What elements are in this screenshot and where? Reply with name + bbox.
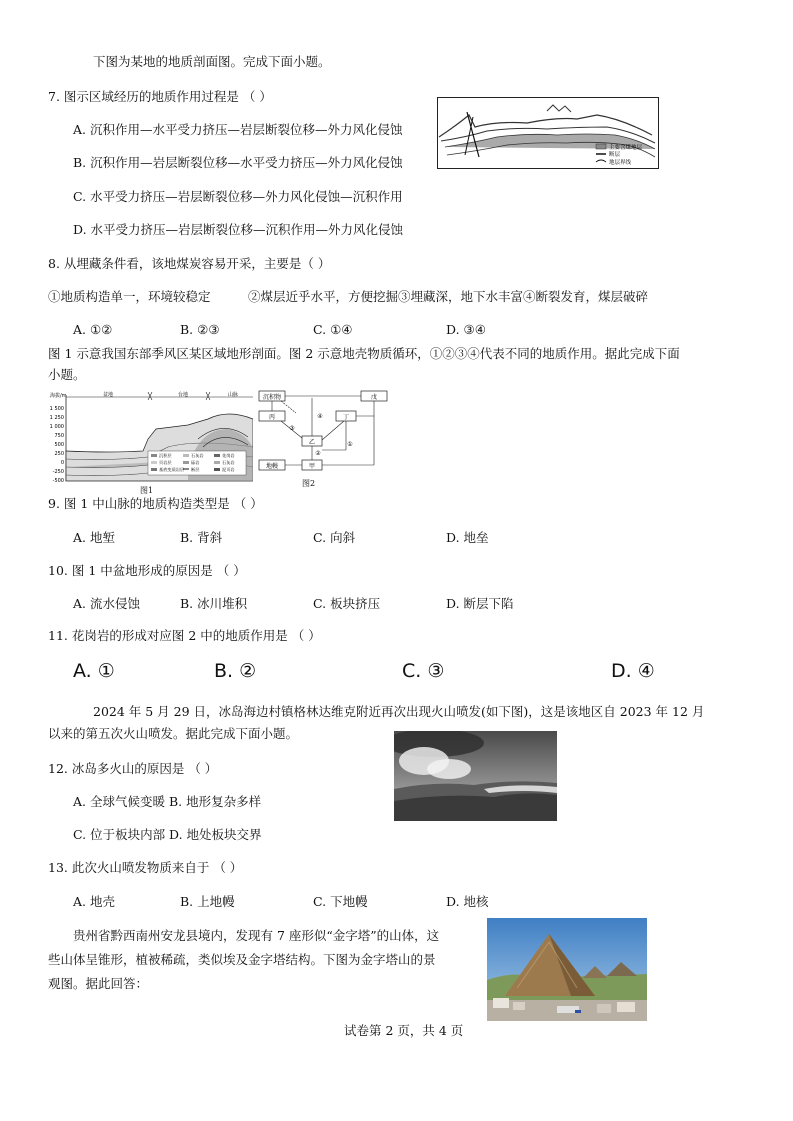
svg-text:④: ④ <box>317 413 323 420</box>
svg-text:③: ③ <box>289 425 295 432</box>
question-8-stem: 8. 从埋藏条件看，该地煤炭容易开采，主要是（ ） <box>48 256 331 271</box>
legend-fault: 断层 <box>609 152 621 158</box>
intro-text-4c: 观图。据此回答： <box>48 976 149 991</box>
q13-option-d[interactable]: D. 地核 <box>446 894 489 909</box>
fig1-axis-title: 海拔/m <box>50 393 67 399</box>
svg-text:①: ① <box>347 441 353 448</box>
q12-options-ab[interactable]: A. 全球气候变暖 B. 地形复杂多样 <box>73 794 262 809</box>
intro-text-4b: 些山体呈锥形，植被稀疏，类似埃及金字塔结构。下图为金字塔山的景 <box>48 952 436 967</box>
svg-text:基底变质岩层: 基底变质岩层 <box>159 467 185 472</box>
svg-text:花岗岩: 花岗岩 <box>222 453 235 458</box>
svg-text:甲: 甲 <box>308 463 316 470</box>
q8-option-a[interactable]: A. ①② <box>73 322 113 337</box>
q9-option-c[interactable]: C. 向斜 <box>313 530 356 545</box>
fig1-region-basin: 盆地 <box>103 392 114 398</box>
intro-text-3: 2024 年 5 月 29 日，冰岛海边村镇格林达维克附近再次出现火山喷发(如下图)，这是该地区自 2023 年 12 月 <box>93 704 705 719</box>
svg-text:泥页岩: 泥页岩 <box>222 467 235 472</box>
figure-1-terrain-profile <box>48 389 253 489</box>
geologic-section-figure <box>437 97 659 169</box>
svg-text:-250: -250 <box>52 469 64 475</box>
question-11-stem: 11. 花岗岩的形成对应图 2 中的地质作用是 （ ） <box>48 628 321 643</box>
q9-option-d[interactable]: D. 地垒 <box>446 530 489 545</box>
q10-option-b[interactable]: B. 冰川堆积 <box>180 596 248 611</box>
question-13-stem: 13. 此次火山喷发物质来自于 （ ） <box>48 860 243 875</box>
q7-option-d[interactable]: D. 水平受力挤压—岩层断裂位移—沉积作用—外力风化侵蚀 <box>73 222 404 237</box>
volcano-eruption-photo <box>394 731 557 821</box>
svg-text:沉积层: 沉积层 <box>159 453 172 458</box>
svg-text:250: 250 <box>54 451 64 457</box>
svg-text:-500: -500 <box>52 478 64 484</box>
svg-text:断层: 断层 <box>191 467 200 472</box>
q9-option-a[interactable]: A. 地堑 <box>73 530 115 545</box>
fig1-region-platform: 台地 <box>178 392 189 398</box>
q11-option-c[interactable]: C. ③ <box>402 660 445 682</box>
q8-option-d[interactable]: D. ③④ <box>446 322 486 337</box>
svg-text:②: ② <box>315 450 321 457</box>
q10-option-d[interactable]: D. 断层下陷 <box>446 596 514 611</box>
legend-coal: 主要含煤地层 <box>609 145 643 151</box>
legend-boundary: 地层界线 <box>609 160 632 166</box>
figure-2-caption: 图2 <box>302 479 316 488</box>
q8-statements: ①地质构造单一，环境较稳定 ②煤层近乎水平，方便挖掘③埋藏深，地下水丰富④断裂发育，煤层破碎 <box>48 289 649 304</box>
question-10-stem: 10. 图 1 中盆地形成的原因是 （ ） <box>48 563 246 578</box>
svg-text:500: 500 <box>54 442 64 448</box>
svg-text:1 000: 1 000 <box>49 424 64 430</box>
intro-text-3b: 以来的第五次火山喷发。据此完成下面小题。 <box>48 726 299 741</box>
q7-option-c[interactable]: C. 水平受力挤压—岩层断裂位移—外力风化侵蚀—沉积作用 <box>73 189 403 204</box>
pyramid-mountain-photo <box>487 918 647 1021</box>
question-12-stem: 12. 冰岛多火山的原因是 （ ） <box>48 761 218 776</box>
intro-text-2: 图 1 示意我国东部季风区某区域地形剖面。图 2 示意地壳物质循环，①②③④代表不同的地质作用。据此完成下面 <box>48 346 680 361</box>
svg-text:地幔: 地幔 <box>265 463 279 470</box>
svg-text:戊: 戊 <box>370 394 378 401</box>
q11-option-a[interactable]: A. ① <box>73 660 115 682</box>
svg-text:乙: 乙 <box>308 439 316 446</box>
question-9-stem: 9. 图 1 中山脉的地质构造类型是 （ ） <box>48 496 263 511</box>
q13-option-a[interactable]: A. 地壳 <box>73 894 115 909</box>
q10-option-c[interactable]: C. 板块挤压 <box>313 596 381 611</box>
fig1-region-mountain: 山脉 <box>228 392 239 398</box>
svg-text:丁: 丁 <box>342 414 350 421</box>
q13-option-c[interactable]: C. 下地幔 <box>313 894 368 909</box>
question-7-stem: 7. 图示区域经历的地质作用过程是 （ ） <box>48 89 272 104</box>
q10-option-a[interactable]: A. 流水侵蚀 <box>73 596 140 611</box>
figure-2-rock-cycle <box>256 388 392 484</box>
q8-option-b[interactable]: B. ②③ <box>180 322 220 337</box>
q7-option-a[interactable]: A. 沉积作用—水平受力挤压—岩层断裂位移—外力风化侵蚀 <box>73 122 403 137</box>
q7-option-b[interactable]: B. 沉积作用—岩层断裂位移—水平受力挤压—外力风化侵蚀 <box>73 155 403 170</box>
q12-options-cd[interactable]: C. 位于板块内部 D. 地处板块交界 <box>73 827 262 842</box>
svg-text:砾岩: 砾岩 <box>191 460 200 465</box>
figure-1-caption: 图1 <box>140 486 154 495</box>
q13-option-b[interactable]: B. 上地幔 <box>180 894 235 909</box>
svg-text:石灰岩: 石灰岩 <box>191 453 204 458</box>
intro-text-4: 贵州省黔西南州安龙县境内，发现有 7 座形似“金字塔”的山体，这 <box>73 928 440 943</box>
q8-option-c[interactable]: C. ①④ <box>313 322 353 337</box>
intro-text-2b: 小题。 <box>48 367 86 382</box>
q11-option-b[interactable]: B. ② <box>214 660 257 682</box>
svg-text:沉积物: 沉积物 <box>262 394 282 401</box>
svg-text:1 500: 1 500 <box>49 406 64 412</box>
svg-text:页岩层: 页岩层 <box>159 460 172 465</box>
intro-text: 下图为某地的地质剖面图。完成下面小题。 <box>93 54 331 69</box>
svg-text:0: 0 <box>60 460 64 466</box>
svg-text:1 250: 1 250 <box>49 415 64 421</box>
page-footer: 试卷第 2 页，共 4 页 <box>344 1023 464 1038</box>
q9-option-b[interactable]: B. 背斜 <box>180 530 223 545</box>
svg-text:石灰岩: 石灰岩 <box>222 460 235 465</box>
svg-text:丙: 丙 <box>268 414 276 421</box>
q11-option-d[interactable]: D. ④ <box>611 660 655 682</box>
svg-text:750: 750 <box>54 433 64 439</box>
